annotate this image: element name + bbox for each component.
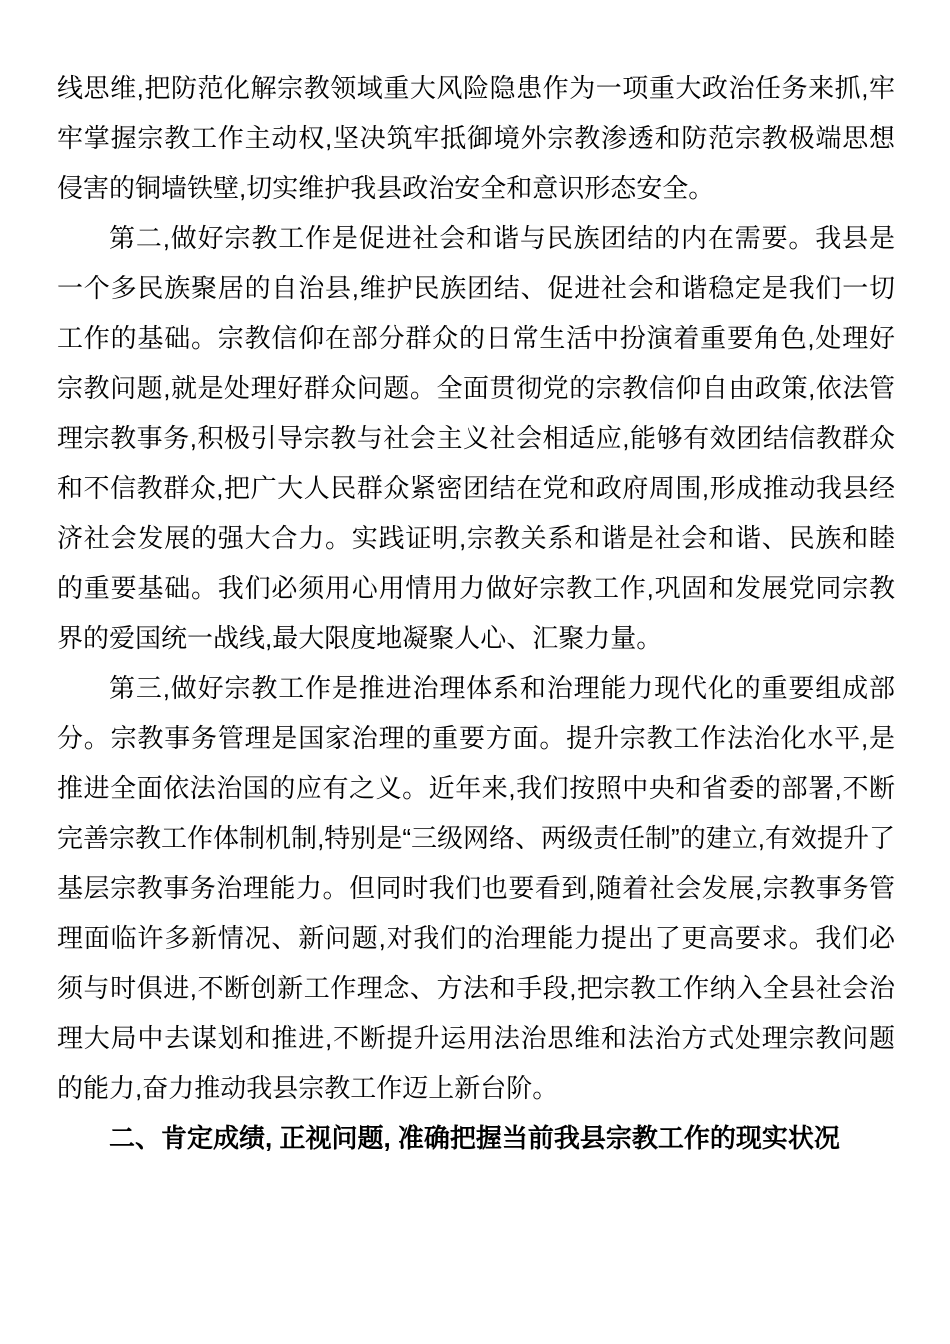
body-paragraph-third-point: 第三,做好宗教工作是推进治理体系和治理能力现代化的重要组成部分。宗教事务管理是国家治理的重要方面。提升宗教工作法治化水平,是推进全面依法治国的应有之义。近年来,我们按照中央和省委的部署,不断完善宗教工作体制机制,特别是“三级网络、两级责任制”的建立,有效提升了基层宗教事务治理能力。但同时我们也要看到,随着社会发展,宗教事务管理面临许多新情况、新问题,对我们的治理能力提出了更高要求。我们必须与时俱进,不断创新工作理念、方法和手段,把宗教工作纳入全县社会治理大局中去谋划和推进,不断提升运用法治思维和法治方式处理宗教问题的能力,奋力推动我县宗教工作迈上新台阶。 [57, 673, 895, 1103]
section-heading-two: 二、肯定成绩, 正视问题, 准确把握当前我县宗教工作的现实状况 [109, 1123, 840, 1153]
body-paragraph-continuation: 线思维,把防范化解宗教领域重大风险隐患作为一项重大政治任务来抓,牢牢掌握宗教工作主动权,坚决筑牢抵御境外宗教渗透和防范宗教极端思想侵害的铜墙铁壁,切实维护我县政治安全和意识形态安全。 [57, 73, 895, 203]
body-paragraph-second-point: 第二,做好宗教工作是促进社会和谐与民族团结的内在需要。我县是一个多民族聚居的自治县,维护民族团结、促进社会和谐稳定是我们一切工作的基础。宗教信仰在部分群众的日常生活中扮演着重要角色,处理好宗教问题,就是处理好群众问题。全面贯彻党的宗教信仰自由政策,依法管理宗教事务,积极引导宗教与社会主义社会相适应,能够有效团结信教群众和不信教群众,把广大人民群众紧密团结在党和政府周围,形成推动我县经济社会发展的强大合力。实践证明,宗教关系和谐是社会和谐、民族和睦的重要基础。我们必须用心用情用力做好宗教工作,巩固和发展党同宗教界的爱国统一战线,最大限度地凝聚人心、汇聚力量。 [57, 223, 895, 653]
